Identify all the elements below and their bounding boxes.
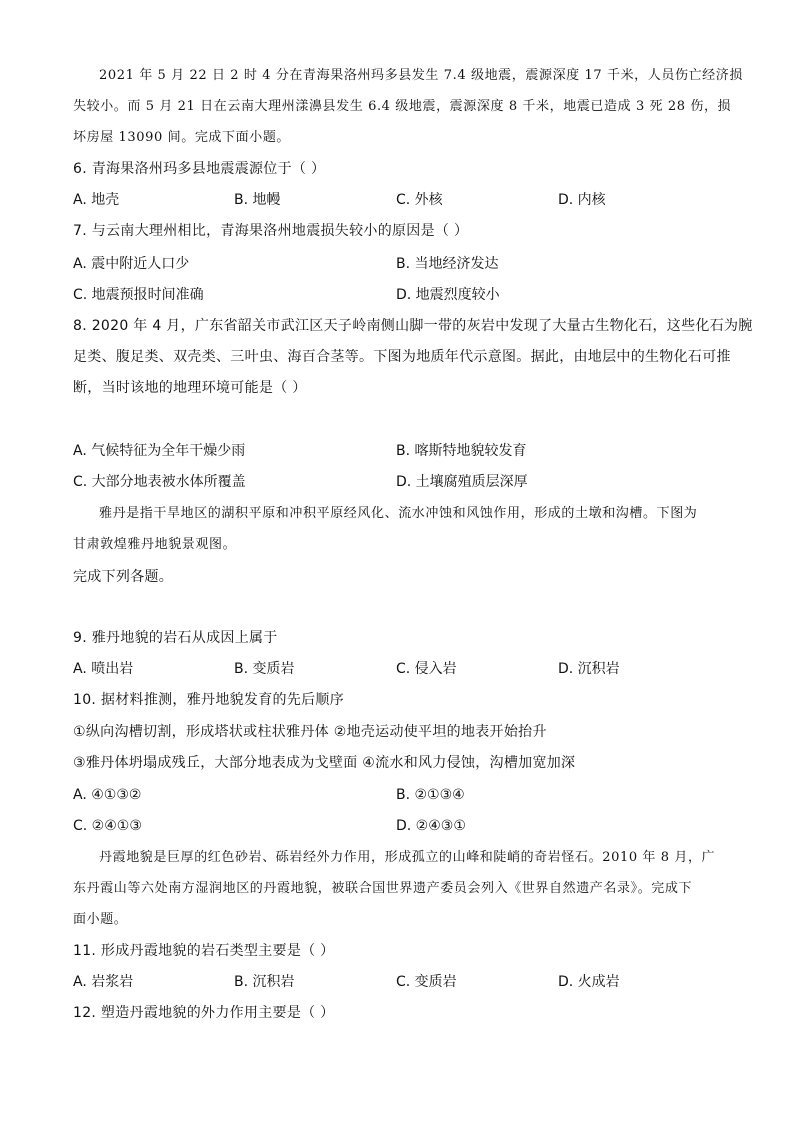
passage-3-line-3: 面小题。 [73, 912, 128, 927]
passage-2-line-3: 完成下列各题。 [73, 569, 174, 585]
question-8-option-c: C. 大部分地表被水体所覆盖 [73, 474, 246, 490]
question-7-stem: 7. 与云南大理州相比，青海果洛州地震损失较小的原因是（ ） [73, 223, 469, 239]
passage-1-line-1: 2021 年 5 月 22 日 2 时 4 分在青海果洛州玛多县发生 7.4 级地震，震源深度 17 千米，人员伤亡经济损 [99, 68, 743, 83]
question-6-stem: 6. 青海果洛州玛多县地震震源位于（ ） [73, 161, 326, 177]
question-9-stem: 9. 雅丹地貌的岩石从成因上属于 [73, 630, 278, 646]
question-8-line-3: 断，当时该地的地理环境可能是（ ） [73, 380, 307, 396]
question-6-option-a: A. 地壳 [73, 192, 120, 208]
question-8-line-1: 8. 2020 年 4 月，广东省韶关市武江区天子岭南侧山脚一带的灰岩中发现了大量古生物化石，这些化石为腕 [73, 318, 753, 334]
question-12-stem: 12. 塑造丹霞地貌的外力作用主要是（ ） [73, 1005, 335, 1021]
question-9-option-a: A. 喷出岩 [73, 661, 134, 677]
question-8-option-b: B. 喀斯特地貌较发育 [396, 443, 527, 459]
question-8-option-a: A. 气候特征为全年干燥少雨 [73, 443, 246, 459]
question-9-option-d: D. 沉积岩 [558, 661, 620, 677]
question-11-stem: 11. 形成丹霞地貌的岩石类型主要是（ ） [73, 943, 335, 959]
question-10-stem: 10. 据材料推测，雅丹地貌发育的先后顺序 [73, 692, 345, 708]
passage-3-line-2: 东丹霞山等六处南方湿润地区的丹霞地貌，被联合国世界遗产委员会列入《世界自然遗产名录》。完成下 [73, 881, 693, 896]
passage-1-line-2: 失较小。而 5 月 21 日在云南大理州漾濞县发生 6.4 级地震，震源深度 8 千米，地震已造成 3 死 28 伤，损 [73, 99, 732, 114]
question-6-option-c: C. 外核 [396, 192, 443, 208]
question-10-items-2: ③雅丹体坍塌成残丘，大部分地表成为戈壁面 ④流水和风力侵蚀，沟槽加宽加深 [73, 755, 576, 771]
passage-3-line-1: 丹霞地貌是巨厚的红色砂岩、砾岩经外力作用，形成孤立的山峰和陡峭的奇岩怪石。2010 年 8 月，广 [99, 850, 716, 865]
passage-2-line-2: 甘肃敦煌雅丹地貌景观图。 [73, 537, 237, 552]
question-7-option-c: C. 地震预报时间准确 [73, 287, 204, 303]
passage-2-line-1: 雅丹是指干旱地区的湖积平原和冲积平原经风化、流水冲蚀和风蚀作用，形成的土墩和沟槽。下图为 [99, 506, 698, 521]
question-10-option-a: A. ④①③② [73, 787, 142, 803]
passage-1-line-3: 坏房屋 13090 间。完成下面小题。 [73, 130, 291, 145]
question-11-option-b: B. 沉积岩 [234, 974, 295, 990]
question-9-option-b: B. 变质岩 [234, 661, 295, 677]
question-9-option-c: C. 侵入岩 [396, 661, 457, 677]
question-7-option-b: B. 当地经济发达 [396, 256, 499, 272]
question-7-option-d: D. 地震烈度较小 [396, 287, 500, 303]
question-6-option-b: B. 地幔 [234, 192, 281, 208]
question-10-option-d: D. ②④③① [396, 818, 466, 834]
question-10-option-c: C. ②④①③ [73, 818, 142, 834]
question-7-option-a: A. 震中附近人口少 [73, 256, 190, 272]
question-6-option-d: D. 内核 [558, 192, 606, 208]
question-11-option-c: C. 变质岩 [396, 974, 457, 990]
question-11-option-d: D. 火成岩 [558, 974, 620, 990]
question-10-items-1: ①纵向沟槽切割，形成塔状或柱状雅丹体 ②地壳运动使平坦的地表开始抬升 [73, 724, 547, 740]
question-10-option-b: B. ②①③④ [396, 787, 465, 803]
question-8-option-d: D. 土壤腐殖质层深厚 [396, 474, 528, 490]
question-8-line-2: 足类、腹足类、双壳类、三叶虫、海百合茎等。下图为地质年代示意图。据此，由地层中的生物化石可推 [73, 349, 731, 365]
question-11-option-a: A. 岩浆岩 [73, 974, 134, 990]
